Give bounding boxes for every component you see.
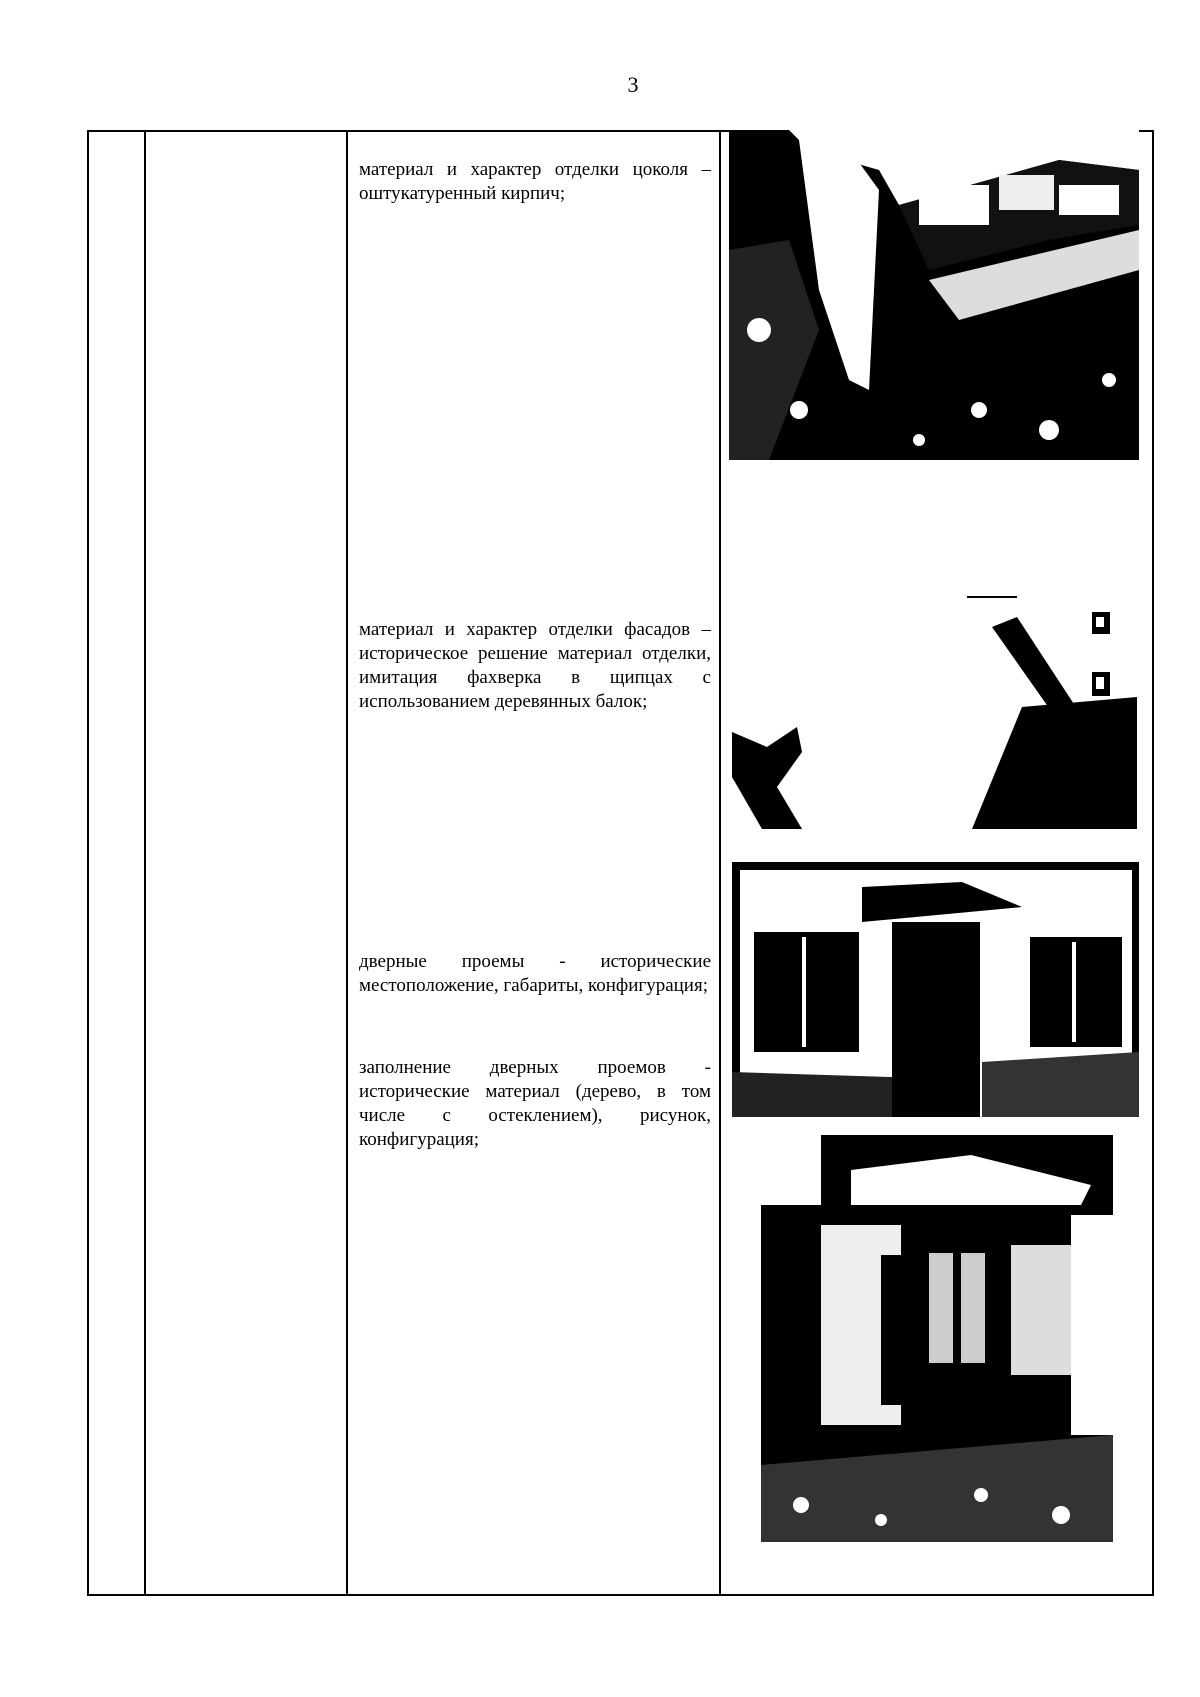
column-divider	[719, 132, 721, 1594]
heritage-table	[87, 130, 1154, 1596]
gable-photo-icon	[732, 587, 1137, 829]
doorway-photo-icon	[732, 862, 1139, 1117]
column-divider	[346, 132, 348, 1594]
plinth-description: материал и характер отделки цоколя – оштукатуренный кирпич;	[359, 159, 711, 204]
door-openings-description: дверные проемы - исторические местоположение, габариты, конфигурация;	[359, 951, 711, 996]
porch-photo-icon	[761, 1135, 1113, 1542]
door-fill-description: заполнение дверных проемов - исторические материал (дерево, в том числе с остеклением), рисунок, конфигурация;	[359, 1057, 711, 1150]
plinth-photo-icon	[729, 130, 1139, 460]
facade-description: материал и характер отделки фасадов – историческое решение материал отделки, имитация фахверка в щипцах с использованием деревянных балок;	[359, 619, 711, 712]
column-divider	[144, 132, 146, 1594]
page-number: 3	[627, 72, 639, 97]
